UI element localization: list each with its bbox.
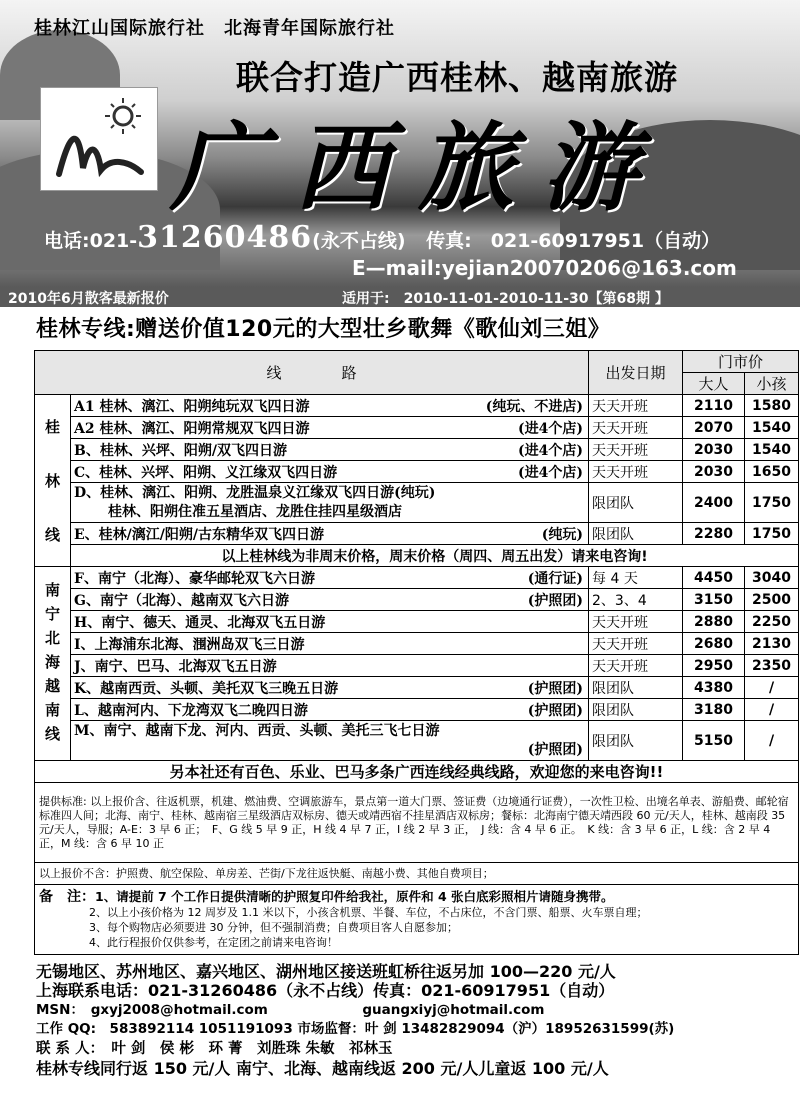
child-price: 2350 [745,655,799,677]
route-cell [71,417,589,439]
table-row [35,721,799,761]
rebate-info: 桂林专线同行返 150 元/人 南宁、北海、越南线返 200 元/人儿童返 100 元/人 [36,1059,609,1079]
adult-price: 2030 [683,461,745,483]
child-price: 2130 [745,633,799,655]
route-name: J、南宁、巴马、北海双飞五日游 [74,658,277,675]
child-price: 1650 [745,461,799,483]
remark-3: 3、每个购物店必须要进 30 分钟，但不强制消费；自费项目客人自愿参加； [89,921,458,934]
info-bar [0,287,800,307]
route-note: (护照团) [527,680,584,697]
col-date: 出发日期 [589,351,683,395]
child-price: 2500 [745,589,799,611]
table-row [35,863,799,885]
depart-date: 限团队 [589,699,683,721]
route-name-line2: (护照团) [527,741,584,758]
adult-price: 2280 [683,523,745,545]
table-row [35,783,799,863]
route-cell [71,633,589,655]
table-row [35,611,799,633]
route-note: (通行证) [527,570,584,587]
table-row [35,655,799,677]
big-title: 广西旅游 [170,111,666,224]
child-price: 1580 [745,395,799,417]
route-cell [71,461,589,483]
sun-mountain-logo-icon [41,88,159,192]
adult-price: 4380 [683,677,745,699]
group1-name: 桂林线 [44,417,60,544]
route-cell [71,483,589,523]
child-price: / [745,721,799,761]
agency-names: 桂林江山国际旅行社 北海青年国际旅行社 [34,18,395,39]
child-price: 2250 [745,611,799,633]
group2-name: 南宁北海越南线 [44,580,60,743]
table-row [35,589,799,611]
contact-line [44,220,720,255]
special-offer: 桂林专线:赠送价值120元的大型壮乡歌舞《歌仙刘三姐》 [36,317,611,342]
depart-date: 限团队 [589,677,683,699]
table-row [35,417,799,439]
group-label [35,567,71,761]
table-row [35,567,799,589]
valid-period: 适用于: 2010-11-01-2010-11-30【第68期 】 [342,291,669,307]
child-price: 1540 [745,439,799,461]
route-note: (进4个店) [518,442,584,459]
remark-4: 4、此行程报价仅供参考，在定团之前请来电咨询！ [89,936,338,949]
route-name: B、桂林、兴坪、阳朔/双飞四日游 [74,442,287,459]
depart-date: 天天开班 [589,461,683,483]
route-note: (进4个店) [518,420,584,437]
route-cell [71,721,589,761]
route-note: (进4个店) [518,464,584,481]
adult-price: 2680 [683,633,745,655]
route-name: A2 桂林、漓江、阳朔常规双飞四日游 [74,420,310,437]
route-cell [71,699,589,721]
price-includes: 提供标准: 以上报价含、往返机票，机建、燃油费、空调旅游车，景点第一道大门票、签证费（边境通行证费），一次性卫检、出境名单表、游船费、邮轮宿标准四人间；北海、南宁、桂林、越南宿三星级酒店双标房、德天或靖西宿不挂星酒店双标房；餐标：北海南宁德天靖西段 60 元/天人，桂林、越南段 35 元/天人，导服；A-E：3 早 6 正； F、G 线 5 早 9 正，H 线 4 早 7 正，I 线 2 早 3 正， J 线：含 4 早 6 正。 K 线：含 3 早 6 正，L 线：含 2 早 4 正，M 线：含 6 早 10 正 [35,783,799,863]
table-row [35,483,799,523]
depart-date: 天天开班 [589,655,683,677]
table-row [35,523,799,545]
remark-1: 1、请提前 7 个工作日提供清晰的护照复印件给我社，原件和 4 张白底彩照相片请随身携带。 [95,889,614,904]
depart-date: 限团队 [589,523,683,545]
msn-info: MSN： gxyj2008@hotmail.com guangxiyj@hotmail.com [36,1001,545,1018]
route-cell [71,439,589,461]
route-cell [71,567,589,589]
depart-date: 天天开班 [589,439,683,461]
email: E—mail:yejian20070206@163.com [352,256,737,280]
route-cell [71,395,589,417]
depart-date: 每 4 天 [589,567,683,589]
route-name: D、桂林、漓江、阳朔、龙胜温泉义江缘双飞四日游(纯玩) [74,484,436,501]
footer-contacts [36,962,776,1078]
child-price: 3040 [745,567,799,589]
adult-price: 2880 [683,611,745,633]
route-table [34,350,799,955]
more-routes-note: 另本社还有百色、乐业、巴马多条广西连线经典线路，欢迎您的来电咨询!! [35,761,799,783]
adult-price: 3180 [683,699,745,721]
table-row [35,761,799,783]
remarks-label: 备 注： [39,889,95,905]
adult-price: 2400 [683,483,745,523]
table-row [35,885,799,955]
depart-date: 天天开班 [589,395,683,417]
header-banner [0,0,800,287]
route-note: (纯玩、不进店) [485,398,584,415]
tel-label: 电话:021- [44,230,138,252]
adult-price: 3150 [683,589,745,611]
route-note: (纯玩) [541,526,584,543]
route-name: A1 桂林、漓江、阳朔纯玩双飞四日游 [74,398,310,415]
route-name: C、桂林、兴坪、阳朔、义江缘双飞四日游 [74,464,338,481]
depart-date: 天天开班 [589,417,683,439]
logo [40,87,158,191]
route-name: F、南宁（北海）、豪华邮轮双飞六日游 [74,570,315,587]
depart-date: 天天开班 [589,633,683,655]
route-name-line2: 桂林、阳朔住准五星酒店、龙胜住挂四星级酒店 [108,503,402,520]
qq-info: 工作 QQ: 583892114 1051191093 市场监督：叶 剑 13482829094（沪）18952631599(苏) [36,1021,675,1038]
depart-date: 限团队 [589,483,683,523]
tel-note: (永不占线) [312,230,406,252]
route-cell [71,523,589,545]
route-note: (护照团) [527,592,584,609]
price-date: 2010年6月散客最新报价 [8,291,169,307]
remark-2: 2、以上小孩价格为 12 周岁及 1.1 米以下，小孩含机票、半餐、车位，不占床位，不含门票、船票、火车票自理； [89,906,648,919]
route-cell [71,611,589,633]
route-cell [71,677,589,699]
depart-date: 2、3、4 [589,589,683,611]
route-name: G、南宁（北海）、越南双飞六日游 [74,592,289,609]
shanghai-contact: 上海联系电话：021-31260486（永不占线）传真：021-60917951（自动） [36,981,615,1001]
child-price: 1540 [745,417,799,439]
child-price: / [745,677,799,699]
col-ticket: 门市价 [683,351,799,373]
fax: 传真: 021-60917951（自动） [426,230,721,252]
depart-date: 限团队 [589,721,683,761]
table-row [35,699,799,721]
adult-price: 4450 [683,567,745,589]
route-note: (护照团) [527,702,584,719]
table-row [35,461,799,483]
col-adult: 大人 [683,373,745,395]
route-name: E、桂林/漓江/阳朔/古东精华双飞四日游 [74,526,325,543]
depart-date: 天天开班 [589,611,683,633]
table-header-row [35,351,799,373]
table-row [35,439,799,461]
adult-price: 2110 [683,395,745,417]
group-label [35,395,71,567]
route-cell [71,589,589,611]
child-price: 1750 [745,483,799,523]
table-row [35,677,799,699]
route-name: I、上海浦东北海、涠洲岛双飞三日游 [74,636,305,653]
remarks [35,885,799,955]
table-row [35,545,799,567]
adult-price: 2950 [683,655,745,677]
table-row [35,395,799,417]
col-child: 小孩 [745,373,799,395]
child-price: / [745,699,799,721]
tel-number: 31260486 [137,220,313,255]
price-excludes: 以上报价不含：护照费、航空保险、单房差、芒街/下龙往返快艇、南越小费、其他自费项目； [35,863,799,885]
route-cell [71,655,589,677]
route-name: H、南宁、德天、通灵、北海双飞五日游 [74,614,326,631]
route-name: K、越南西贡、头顿、美托双飞三晚五日游 [74,680,339,697]
adult-price: 2070 [683,417,745,439]
adult-price: 5150 [683,721,745,761]
child-price: 1750 [745,523,799,545]
col-route: 线 路 [35,351,589,395]
pickup-info: 无锡地区、苏州地区、嘉兴地区、湖州地区接送班虹桥往返另加 100—220 元/人 [36,962,616,981]
route-name: M、南宁、越南下龙、河内、西贡、头顿、美托三飞七日游 [74,722,440,739]
table-row [35,633,799,655]
adult-price: 2030 [683,439,745,461]
weekend-note: 以上桂林线为非周末价格，周末价格（周四、周五出发）请来电咨询! [71,545,799,567]
route-name: L、越南河内、下龙湾双飞二晚四日游 [74,702,308,719]
contact-people: 联 系 人： 叶 剑 侯 彬 环 菁 刘胜珠 朱敏 祁林玉 [36,1040,393,1057]
slogan: 联合打造广西桂林、越南旅游 [236,58,678,97]
